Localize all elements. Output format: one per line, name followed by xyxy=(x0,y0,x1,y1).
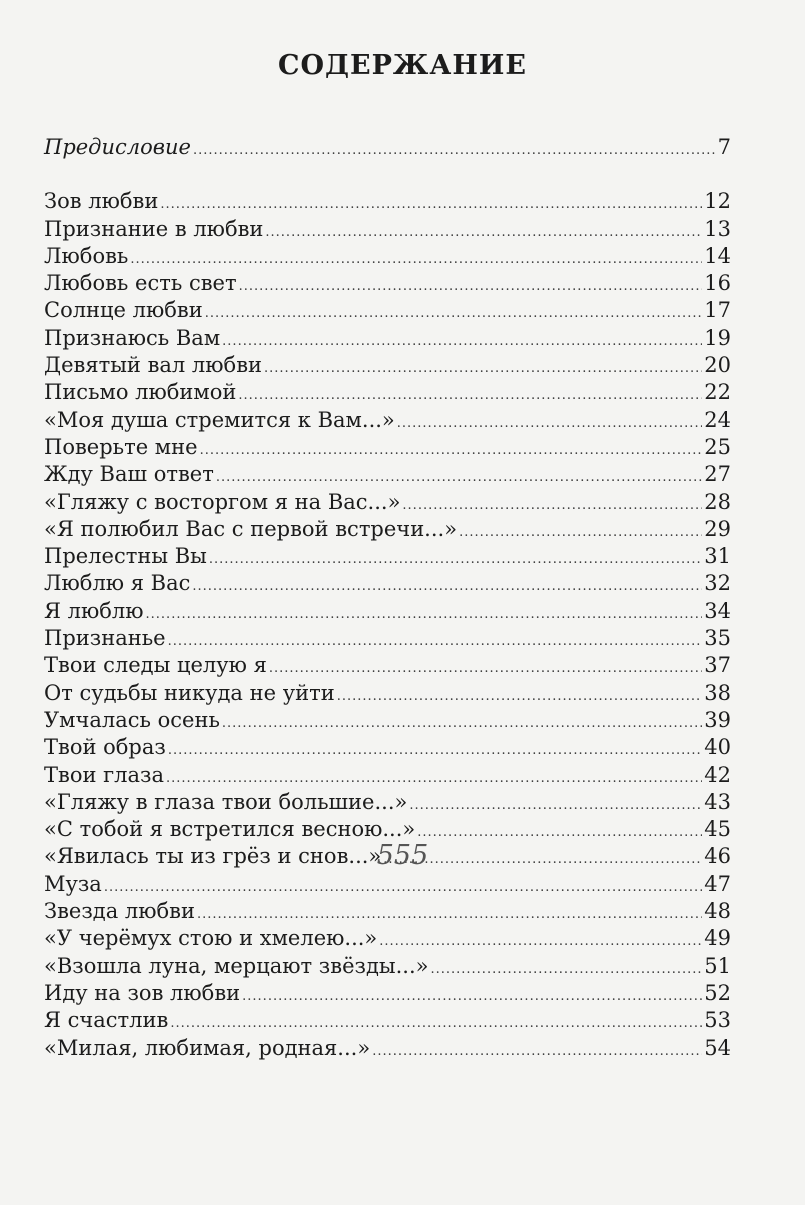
toc-entry xyxy=(44,434,731,461)
dot-leader xyxy=(192,573,702,600)
dot-leader xyxy=(409,792,702,819)
toc-entry xyxy=(44,789,731,816)
toc-entry xyxy=(44,625,731,652)
toc-entry xyxy=(44,543,731,570)
toc-entry-title: Звезда любви xyxy=(44,899,195,924)
toc-entry-page: 12 xyxy=(704,189,731,214)
dot-leader xyxy=(337,683,703,710)
dot-leader xyxy=(130,246,702,273)
toc-entry-title: Любовь есть свет xyxy=(44,271,237,296)
toc-entry xyxy=(44,270,731,297)
dot-leader xyxy=(222,710,702,737)
toc-entry-title: «Милая, любимая, родная...» xyxy=(44,1035,371,1060)
toc-entry-page: 19 xyxy=(704,325,731,350)
toc-entry-title: Жду Ваш ответ xyxy=(44,462,214,487)
dot-leader xyxy=(269,655,702,682)
toc-entry-page: 51 xyxy=(704,953,731,978)
dot-leader xyxy=(402,492,702,519)
dot-leader xyxy=(104,874,702,901)
toc-entry xyxy=(44,461,731,488)
toc-entry-page: 54 xyxy=(704,1035,731,1060)
dot-leader xyxy=(239,273,703,300)
toc-entry xyxy=(44,570,731,597)
page-title: СОДЕРЖАНИЕ xyxy=(278,50,527,81)
dot-leader xyxy=(168,628,703,655)
toc-entry xyxy=(44,953,731,980)
toc-entry-title: «Я полюбил Вас с первой встречи...» xyxy=(44,516,458,541)
toc-entry xyxy=(44,1035,731,1062)
toc-entry-page: 52 xyxy=(704,980,731,1005)
dot-leader xyxy=(168,737,702,764)
section-gap xyxy=(44,161,731,188)
toc-entry-page: 20 xyxy=(704,353,731,378)
toc-entry-title: Девятый вал любви xyxy=(44,353,263,378)
toc-entry-title: Умчалась осень xyxy=(44,707,220,732)
page-number: 555 xyxy=(376,840,429,871)
dot-leader xyxy=(397,410,703,437)
toc-entry xyxy=(44,871,731,898)
toc-entry-page: 46 xyxy=(704,844,731,869)
toc-entry-title: «Явилась ты из грёз и снов...» xyxy=(44,844,382,869)
toc-entry-page: 32 xyxy=(704,571,731,596)
toc-entry-title: Солнце любви xyxy=(44,298,203,323)
toc-entry xyxy=(44,734,731,761)
toc-entry-title: Я счастлив xyxy=(44,1008,169,1033)
dot-leader xyxy=(193,137,716,164)
toc-entry-title: «У черёмух стою и хмелею...» xyxy=(44,926,378,951)
toc-entry xyxy=(44,216,731,243)
toc-entry-page: 49 xyxy=(704,926,731,951)
toc-entry-page: 47 xyxy=(704,871,731,896)
dot-leader xyxy=(264,355,702,382)
toc-entry-title: «Взошла луна, мерцают звёзды...» xyxy=(44,953,429,978)
dot-leader xyxy=(197,901,702,928)
toc-entry-title: Я люблю xyxy=(44,598,144,623)
toc-entry-page: 31 xyxy=(704,544,731,569)
dot-leader xyxy=(430,956,702,983)
dot-leader xyxy=(170,1010,702,1037)
toc-entry xyxy=(44,1007,731,1034)
toc-entry-page: 13 xyxy=(704,216,731,241)
dot-leader xyxy=(166,765,702,792)
toc-entry-page: 48 xyxy=(704,899,731,924)
toc-entry xyxy=(44,598,731,625)
dot-leader xyxy=(160,191,702,218)
toc-entry-title: Любовь xyxy=(44,243,129,268)
table-of-contents xyxy=(44,134,731,1062)
toc-entry-page: 45 xyxy=(704,817,731,842)
toc-entry xyxy=(44,379,731,406)
toc-entry-title: Люблю я Вас xyxy=(44,571,191,596)
dot-leader xyxy=(379,928,702,955)
toc-entry-title: Письмо любимой xyxy=(44,380,237,405)
toc-entry-page: 39 xyxy=(704,707,731,732)
toc-entry-title: Признанье xyxy=(44,626,166,651)
toc-entry-title: Прелестны Вы xyxy=(44,544,207,569)
toc-entry-page: 17 xyxy=(704,298,731,323)
toc-entry-title: Поверьте мне xyxy=(44,434,198,459)
toc-entry-page: 42 xyxy=(704,762,731,787)
toc-entry-page: 25 xyxy=(704,434,731,459)
dot-leader xyxy=(205,300,703,327)
dot-leader xyxy=(459,519,702,546)
toc-entry xyxy=(44,297,731,324)
toc-entry-title: Признаюсь Вам xyxy=(44,325,221,350)
toc-entry-page: 24 xyxy=(704,407,731,432)
toc-entry xyxy=(44,352,731,379)
toc-entry-page: 27 xyxy=(704,462,731,487)
toc-entry-page: 34 xyxy=(704,598,731,623)
toc-entry xyxy=(44,980,731,1007)
dot-leader xyxy=(146,601,703,628)
toc-entry-title: Зов любви xyxy=(44,189,159,214)
dot-leader xyxy=(209,546,702,573)
toc-entry-title: Предисловие xyxy=(44,135,191,159)
toc-entry xyxy=(44,407,731,434)
toc-entry-page: 29 xyxy=(704,516,731,541)
toc-entry-page: 40 xyxy=(704,735,731,760)
toc-entry xyxy=(44,516,731,543)
toc-entry xyxy=(44,652,731,679)
dot-leader xyxy=(242,983,702,1010)
toc-entry-title: От судьбы никуда не уйти xyxy=(44,680,335,705)
toc-entry xyxy=(44,762,731,789)
toc-entry xyxy=(44,898,731,925)
toc-entry-page: 53 xyxy=(704,1008,731,1033)
dot-leader xyxy=(222,328,702,355)
toc-entry-title: «Моя душа стремится к Вам...» xyxy=(44,407,395,432)
toc-entry xyxy=(44,680,731,707)
toc-entry-page: 35 xyxy=(704,626,731,651)
dot-leader xyxy=(200,437,703,464)
toc-entry-page: 7 xyxy=(717,135,731,159)
toc-entry-title: Твои глаза xyxy=(44,762,164,787)
toc-entry-preface xyxy=(44,134,731,161)
toc-entry xyxy=(44,707,731,734)
dot-leader xyxy=(265,219,702,246)
toc-entry xyxy=(44,325,731,352)
toc-entry-title: Твой образ xyxy=(44,735,166,760)
toc-entry-title: Твои следы целую я xyxy=(44,653,267,678)
toc-entry-page: 37 xyxy=(704,653,731,678)
toc-entry-title: «С тобой я встретился весною...» xyxy=(44,817,416,842)
toc-entry xyxy=(44,243,731,270)
toc-entries xyxy=(44,188,731,1062)
toc-entry xyxy=(44,925,731,952)
toc-entry-page: 16 xyxy=(704,271,731,296)
toc-entry xyxy=(44,489,731,516)
toc-entry-title: «Гляжу с восторгом я на Вас...» xyxy=(44,489,401,514)
toc-entry-page: 38 xyxy=(704,680,731,705)
dot-leader xyxy=(216,464,702,491)
toc-entry-title: Муза xyxy=(44,871,102,896)
toc-entry-title: Иду на зов любви xyxy=(44,980,241,1005)
toc-entry-page: 43 xyxy=(704,789,731,814)
toc-entry-title: «Гляжу в глаза твои большие...» xyxy=(44,789,408,814)
toc-entry xyxy=(44,188,731,215)
dot-leader xyxy=(372,1038,702,1065)
toc-entry-page: 22 xyxy=(704,380,731,405)
toc-entry-title: Признание в любви xyxy=(44,216,264,241)
dot-leader xyxy=(238,382,702,409)
toc-entry-page: 14 xyxy=(704,243,731,268)
toc-entry-page: 28 xyxy=(704,489,731,514)
